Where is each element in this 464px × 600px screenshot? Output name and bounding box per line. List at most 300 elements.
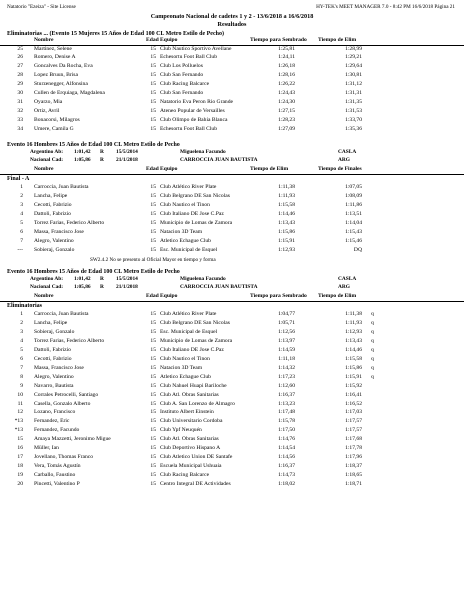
place-cell: 16	[17, 445, 23, 452]
result-time-cell: 1:35,36	[345, 126, 362, 133]
swimmer-name-cell: Lozano, Francisco	[34, 409, 76, 416]
column-header-seed: Tiempo para Sembrado	[250, 37, 307, 43]
result-time-cell: 1:12,93	[345, 328, 362, 335]
age-cell: 15	[150, 400, 156, 407]
age-cell: 15	[150, 72, 156, 79]
result-time-cell: 1:31,35	[345, 99, 362, 106]
qualifier-cell: q	[371, 311, 374, 317]
result-row	[0, 220, 464, 229]
team-cell: Club Universitario Cordoba	[160, 418, 223, 425]
result-time-cell: 1:14,46	[345, 346, 362, 353]
results-subtitle: Resultados	[217, 21, 247, 28]
age-cell: 15	[150, 355, 156, 362]
record-time: 1:01,42	[74, 149, 91, 155]
record-label: Nacional Cad:	[30, 157, 64, 163]
result-time-cell: 1:15,92	[345, 382, 362, 389]
software-page-info: HY-TEK's MEET MANAGER 7.0 - 8:42 PM 16/6/2018 Página 21	[316, 4, 455, 10]
place-cell: 2	[20, 192, 23, 199]
swimmer-name-cell: Cecotti, Fabrizio	[34, 355, 72, 362]
age-cell: 15	[150, 463, 156, 470]
result-row	[0, 472, 464, 481]
seed-time-cell: 1:11,38	[278, 184, 295, 190]
team-cell: Club Nahuel Huapi Bariloche	[160, 382, 227, 389]
seed-time-cell: 1:14,73	[278, 472, 295, 479]
column-header-age: Edad	[146, 292, 159, 299]
place-cell: 3	[20, 328, 23, 335]
result-row	[0, 247, 464, 256]
swimmer-name-cell: Massa, Francisco Jose	[34, 364, 84, 371]
seed-time-cell: 1:14,59	[278, 346, 295, 353]
place-cell: 5	[20, 219, 23, 226]
seed-time-cell: 1:18,02	[278, 481, 295, 488]
column-header-team: Equipo	[160, 292, 178, 299]
swimmer-name-cell: Fernandez, Eric	[34, 418, 70, 425]
result-row	[0, 229, 464, 238]
seed-time-cell: 1:28,16	[278, 72, 295, 79]
age-cell: 15	[150, 364, 156, 371]
place-cell: 26	[17, 54, 23, 61]
record-holder: Miguelena Facundo	[180, 276, 226, 282]
team-cell: Club Los Polluelos	[160, 63, 203, 70]
team-cell: Club Atletico Union DE Santafe	[160, 454, 233, 461]
record-label: Argentino Ab:	[30, 276, 64, 282]
swimmer-name-cell: Corrales Petrocelli, Santiago	[34, 391, 99, 398]
result-row	[0, 238, 464, 247]
record-time: 1:05,86	[74, 157, 91, 163]
swimmer-name-cell: Alegro, Valentino	[34, 237, 74, 244]
result-time-cell: 1:30,81	[345, 72, 362, 79]
age-cell: 15	[150, 319, 156, 326]
team-cell: Club San Fernando	[160, 72, 204, 79]
age-cell: 15	[150, 201, 156, 208]
result-time-cell: 1:15,91	[345, 373, 362, 380]
seed-time-cell: 1:14,32	[278, 364, 295, 371]
record-holder: CARROCCIA JUAN BAUTISTA	[180, 284, 258, 290]
age-cell: 15	[150, 311, 156, 317]
event-heading: Evento 16 Hombres 15 Años de Edad 100 CL Metro Estilo de Pecho	[7, 142, 180, 148]
record-line	[0, 285, 464, 293]
seed-time-cell: 1:15,86	[278, 228, 295, 235]
result-row	[0, 445, 464, 454]
column-header-final: Tiempo de Elim	[318, 292, 357, 299]
record-time: 1:01,42	[74, 276, 91, 282]
team-cell: Club Nautico el Tinon	[160, 201, 210, 208]
age-cell: 15	[150, 337, 156, 344]
result-time-cell: 1:08,09	[345, 192, 362, 199]
result-row	[0, 211, 464, 220]
age-cell: 15	[150, 246, 156, 253]
place-cell: 9	[20, 382, 23, 389]
seed-time-cell: 1:12,60	[278, 382, 295, 389]
result-row	[0, 329, 464, 338]
result-time-cell: 1:18,65	[345, 472, 362, 479]
qualifier-cell: q	[371, 364, 374, 371]
qualifier-cell: q	[371, 373, 374, 380]
result-row	[0, 54, 464, 63]
place-cell: 1	[20, 311, 23, 317]
seed-time-cell: 1:12,56	[278, 328, 295, 335]
record-time: 1:05,86	[74, 284, 91, 290]
place-cell: 12	[17, 409, 23, 416]
age-cell: 15	[150, 192, 156, 199]
result-row	[0, 454, 464, 463]
swimmer-name-cell: Goncalves Da Rocha, Eva	[34, 63, 93, 70]
seed-time-cell: 1:13,23	[278, 400, 295, 407]
result-time-cell: 1:18,71	[345, 481, 362, 488]
place-cell: 6	[20, 355, 23, 362]
result-time-cell: DQ	[353, 246, 362, 253]
place-cell: 32	[17, 108, 23, 115]
seed-time-cell: 1:11,18	[278, 355, 295, 362]
swimmer-name-cell: Massa, Francisco Jose	[34, 228, 84, 235]
age-cell: 15	[150, 346, 156, 353]
column-header-team: Equipo	[160, 166, 178, 172]
age-cell: 15	[150, 427, 156, 434]
column-header-age: Edad	[146, 37, 159, 43]
place-cell: 28	[17, 72, 23, 79]
qualifier-cell: q	[371, 346, 374, 353]
result-row	[0, 436, 464, 445]
team-cell: Natatorio Eva Peron Rio Grande	[160, 99, 234, 106]
seed-time-cell: 1:15,78	[278, 418, 295, 425]
seed-time-cell: 1:17,23	[278, 373, 295, 380]
age-cell: 15	[150, 54, 156, 61]
seed-time-cell: 1:26,22	[278, 81, 295, 88]
team-cell: Club Olimpo de Bahia Blanca	[160, 117, 228, 124]
age-cell: 15	[150, 373, 156, 380]
age-cell: 15	[150, 228, 156, 235]
team-cell: Instituto Albert Einstein	[160, 409, 214, 416]
seed-time-cell: 1:24,30	[278, 99, 295, 106]
result-row	[0, 374, 464, 383]
result-time-cell: 1:31,31	[345, 90, 362, 97]
team-cell: Natacion 3D Team	[160, 364, 203, 371]
place-cell: 4	[20, 210, 23, 217]
result-time-cell: 1:17,57	[345, 418, 362, 425]
result-time-cell: 1:11,38	[345, 311, 362, 317]
heats-heading: Eliminatorias	[7, 303, 43, 309]
result-time-cell: 1:13,43	[345, 337, 362, 344]
result-row	[0, 365, 464, 374]
disqualification-note: SW2.4.2 No se presento al Oficial Mayor en tiempo y forma	[90, 257, 216, 263]
age-cell: 15	[150, 90, 156, 97]
result-time-cell: 1:16,52	[345, 400, 362, 407]
record-club: ARG	[338, 157, 350, 163]
team-cell: Echesortu Foot Ball Club	[160, 126, 218, 133]
swimmer-name-cell: Dattoli, Fabrizio	[34, 210, 71, 217]
team-cell: Club Belgrano DE San Nicolas	[160, 319, 230, 326]
place-cell: 34	[17, 126, 23, 133]
team-cell: Club Italiano DE Jose C.Paz	[160, 210, 224, 217]
record-flag: R	[100, 284, 104, 290]
team-cell: Club Nautico Sportivo Avellane	[160, 45, 232, 52]
result-row	[0, 392, 464, 401]
record-line	[0, 158, 464, 166]
seed-time-cell: 1:24,43	[278, 90, 295, 97]
team-cell: Club Atlético River Plate	[160, 311, 217, 317]
place-cell: 29	[17, 81, 23, 88]
qualifier-cell: q	[371, 328, 374, 335]
team-cell: Club A. San Lorenzo de Almagro	[160, 400, 235, 407]
age-cell: 15	[150, 210, 156, 217]
team-cell: Club Atl. Obras Sanitarias	[160, 391, 219, 398]
seed-time-cell: 1:27,15	[278, 108, 295, 115]
result-time-cell: 1:15,86	[345, 364, 362, 371]
qualifier-cell: q	[371, 337, 374, 344]
record-date: 21/1/2018	[116, 284, 138, 290]
swimmer-name-cell: Lopez Bruun, Brisa	[34, 72, 78, 79]
seed-time-cell: 1:14,76	[278, 436, 295, 443]
swimmer-name-cell: Torrez Farias, Federico Alberto	[34, 337, 105, 344]
record-date: 21/1/2018	[116, 157, 138, 163]
age-cell: 15	[150, 63, 156, 70]
swimmer-name-cell: Sobieraj, Gonzalo	[34, 328, 75, 335]
team-cell: Club Ypf Neuquén	[160, 427, 202, 434]
result-time-cell: 1:11,93	[345, 319, 362, 326]
seed-time-cell: 1:12,93	[278, 246, 295, 253]
result-row	[0, 46, 464, 55]
seed-time-cell: 1:28,23	[278, 117, 295, 124]
column-header-row	[0, 294, 464, 302]
result-row	[0, 108, 464, 117]
age-cell: 15	[150, 382, 156, 389]
record-label: Nacional Cad:	[30, 284, 64, 290]
result-row	[0, 99, 464, 108]
swimmer-name-cell: Carroccia, Juan Bautista	[34, 311, 89, 317]
team-cell: Echesortu Foot Ball Club	[160, 54, 218, 61]
age-cell: 15	[150, 45, 156, 52]
result-row	[0, 356, 464, 365]
result-time-cell: 1:17,96	[345, 454, 362, 461]
record-flag: R	[100, 149, 104, 155]
result-time-cell: 1:31,12	[345, 81, 362, 88]
team-cell: Atletico Echague Club	[160, 237, 211, 244]
seed-time-cell: 1:27,09	[278, 126, 295, 133]
seed-time-cell: 1:24,11	[278, 54, 295, 61]
result-row	[0, 463, 464, 472]
seed-time-cell: 1:13,97	[278, 337, 295, 344]
result-row	[0, 383, 464, 392]
seed-time-cell: 1:15,91	[278, 237, 295, 244]
place-cell: 17	[17, 454, 23, 461]
final-heading: Final - A	[7, 176, 30, 182]
seed-time-cell: 1:26,18	[278, 63, 295, 70]
result-time-cell: 1:15,43	[345, 228, 362, 235]
team-cell: Atletico Echague Club	[160, 373, 211, 380]
seed-time-cell: 1:25,81	[278, 45, 295, 52]
seed-time-cell: 1:17,48	[278, 409, 295, 416]
swimmer-name-cell: Müller, Ian	[34, 445, 59, 452]
team-cell: Club Deportivo Hispano A	[160, 445, 221, 452]
age-cell: 15	[150, 328, 156, 335]
team-cell: Centro Integral DE Actividades	[160, 481, 231, 488]
site-license-text: Natatorio "Ezeiza" - Site License	[7, 4, 76, 10]
column-header-name: Nombre	[34, 37, 54, 43]
result-time-cell: 1:17,68	[345, 436, 362, 443]
column-header-name: Nombre	[34, 166, 54, 172]
team-cell: Club San Fernando	[160, 90, 204, 97]
result-row	[0, 90, 464, 99]
place-cell: ---	[17, 246, 23, 253]
column-header-name: Nombre	[34, 292, 54, 299]
place-cell: 5	[20, 346, 23, 353]
result-time-cell: 1:29,64	[345, 63, 362, 70]
age-cell: 15	[150, 445, 156, 452]
place-cell: 15	[17, 436, 23, 443]
seed-time-cell: 1:13,43	[278, 219, 295, 226]
place-cell: 30	[17, 90, 23, 97]
swimmer-name-cell: Pincetti, Valentino P	[34, 481, 80, 488]
age-cell: 15	[150, 391, 156, 398]
result-time-cell: 1:15,46	[345, 237, 362, 244]
result-time-cell: 1:28,99	[345, 45, 362, 52]
result-row	[0, 338, 464, 347]
column-header-row	[0, 167, 464, 175]
place-cell: *13	[14, 427, 23, 434]
result-row	[0, 427, 464, 436]
result-row	[0, 320, 464, 329]
result-time-cell: 1:11,86	[345, 201, 362, 208]
result-row	[0, 117, 464, 126]
column-header-team: Equipo	[160, 37, 178, 43]
seed-time-cell: 1:14,54	[278, 445, 295, 452]
team-cell: Club Atl. Obras Sanitarias	[160, 436, 219, 443]
record-flag: R	[100, 276, 104, 282]
swimmer-name-cell: Carballo, Faustino	[34, 472, 76, 479]
age-cell: 15	[150, 108, 156, 115]
seed-time-cell: 1:05,71	[278, 319, 295, 326]
event-heading: Evento 16 Hombres 15 Años de Edad 100 CL Metro Estilo de Pecho	[7, 268, 180, 275]
age-cell: 15	[150, 237, 156, 244]
seed-time-cell: 1:04,77	[278, 311, 295, 317]
place-cell: *13	[14, 418, 23, 425]
record-flag: R	[100, 157, 104, 163]
age-cell: 15	[150, 184, 156, 190]
qualifier-cell: q	[371, 319, 374, 326]
result-row	[0, 481, 464, 490]
place-cell: 8	[20, 373, 23, 380]
place-cell: 6	[20, 228, 23, 235]
team-cell: Club Atlético River Plate	[160, 184, 217, 190]
swimmer-name-cell: Romero, Denise A	[34, 54, 76, 61]
seed-time-cell: 1:11,93	[278, 192, 295, 199]
team-cell: Club Racing Balcarce	[160, 472, 210, 479]
swimmer-name-cell: Vera, Tomás Agustín	[34, 463, 81, 470]
record-holder: CARROCCIA JUAN BAUTISTA	[180, 157, 258, 163]
seed-time-cell: 1:15,58	[278, 201, 295, 208]
record-club: CASLA	[338, 149, 357, 155]
result-row	[0, 311, 464, 320]
record-holder: Miguelena Facundo	[180, 149, 226, 155]
result-row	[0, 72, 464, 81]
record-label: Argentino Ab:	[30, 149, 64, 155]
result-row	[0, 401, 464, 410]
team-cell: Escuela Municipal Ushuaia	[160, 463, 222, 470]
place-cell: 33	[17, 117, 23, 124]
place-cell: 7	[20, 364, 23, 371]
age-cell: 15	[150, 436, 156, 443]
record-date: 15/5/2014	[116, 149, 138, 155]
column-header-seed: Tiempo de Elim	[250, 166, 289, 172]
column-header-age: Edad	[146, 166, 159, 172]
place-cell: 2	[20, 319, 23, 326]
swimmer-name-cell: Bonacorsi, Milagros	[34, 117, 80, 124]
record-date: 15/5/2014	[116, 276, 138, 282]
team-cell: Municipio de Lomas de Zamora	[160, 219, 233, 226]
team-cell: Esc. Municipal de Esquel	[160, 246, 218, 253]
swimmer-name-cell: Sobieraj, Gonzalo	[34, 246, 75, 253]
result-row	[0, 184, 464, 193]
swimmer-name-cell: Dattoli, Fabrizio	[34, 346, 71, 353]
team-cell: Municipio de Lomas de Zamora	[160, 337, 233, 344]
result-row	[0, 409, 464, 418]
swimmer-name-cell: Martinez, Selene	[34, 45, 72, 52]
meet-title: Campeonato Nacional de cadetes 1 y 2 - 13/6/2018 a 16/6/2018	[150, 13, 314, 20]
result-row	[0, 193, 464, 202]
result-time-cell: 1:14,04	[345, 219, 362, 226]
age-cell: 15	[150, 409, 156, 416]
result-time-cell: 1:17,78	[345, 445, 362, 452]
result-time-cell: 1:17,03	[345, 409, 362, 416]
swimmer-name-cell: Carroccia, Juan Bautista	[34, 184, 89, 190]
swimmer-name-cell: Navarro, Bautista	[34, 382, 74, 389]
record-club: ARG	[338, 284, 350, 290]
swimmer-name-cell: Fernandez, Facundo	[34, 427, 80, 434]
swimmer-name-cell: Amaya Mazzetti, Jeronimo Migue	[34, 436, 111, 443]
result-row	[0, 126, 464, 135]
age-cell: 15	[150, 99, 156, 106]
age-cell: 15	[150, 481, 156, 488]
team-cell: Club Nautico el Tinon	[160, 355, 210, 362]
qualifier-cell: q	[371, 355, 374, 362]
column-header-final: Tiempo de Elim	[318, 37, 357, 43]
team-cell: Club Belgrano DE San Nicolas	[160, 192, 230, 199]
result-row	[0, 202, 464, 211]
result-time-cell: 1:17,57	[345, 427, 362, 434]
swimmer-name-cell: Alegro, Valentino	[34, 373, 74, 380]
section-heading: Eliminatorias ... (Evento 15 Mujeres 15 Años de Edad 100 CL Metro Estilo de Pecho)	[7, 31, 224, 37]
swimmer-name-cell: Sturzenegger, Alfonsina	[34, 81, 88, 88]
place-cell: 19	[17, 472, 23, 479]
place-cell: 20	[17, 481, 23, 488]
swimmer-name-cell: Torrez Farias, Federico Alberto	[34, 219, 105, 226]
swimmer-name-cell: Cullen de Erquiaga, Magdalena	[34, 90, 105, 97]
place-cell: 25	[17, 45, 23, 52]
result-time-cell: 1:13,51	[345, 210, 362, 217]
swimmer-name-cell: Jovellano, Thomas Franco	[34, 454, 94, 461]
age-cell: 15	[150, 117, 156, 124]
seed-time-cell: 1:16,37	[278, 391, 295, 398]
result-time-cell: 1:16,41	[345, 391, 362, 398]
swimmer-name-cell: Lancha, Felipe	[34, 319, 68, 326]
seed-time-cell: 1:16,37	[278, 463, 295, 470]
age-cell: 15	[150, 219, 156, 226]
team-cell: Club Racing Balcarce	[160, 81, 210, 88]
age-cell: 15	[150, 418, 156, 425]
result-row	[0, 63, 464, 72]
place-cell: 10	[17, 391, 23, 398]
swimmer-name-cell: Oyarzo, Mia	[34, 99, 63, 106]
place-cell: 7	[20, 237, 23, 244]
place-cell: 1	[20, 184, 23, 190]
team-cell: Ateneo Popular de Versailles	[160, 108, 225, 115]
swimmer-name-cell: Lancha, Felipe	[34, 192, 68, 199]
age-cell: 15	[150, 454, 156, 461]
place-cell: 3	[20, 201, 23, 208]
result-row	[0, 81, 464, 90]
result-time-cell: 1:33,70	[345, 117, 362, 124]
swimmer-name-cell: Cecotti, Fabrizio	[34, 201, 72, 208]
